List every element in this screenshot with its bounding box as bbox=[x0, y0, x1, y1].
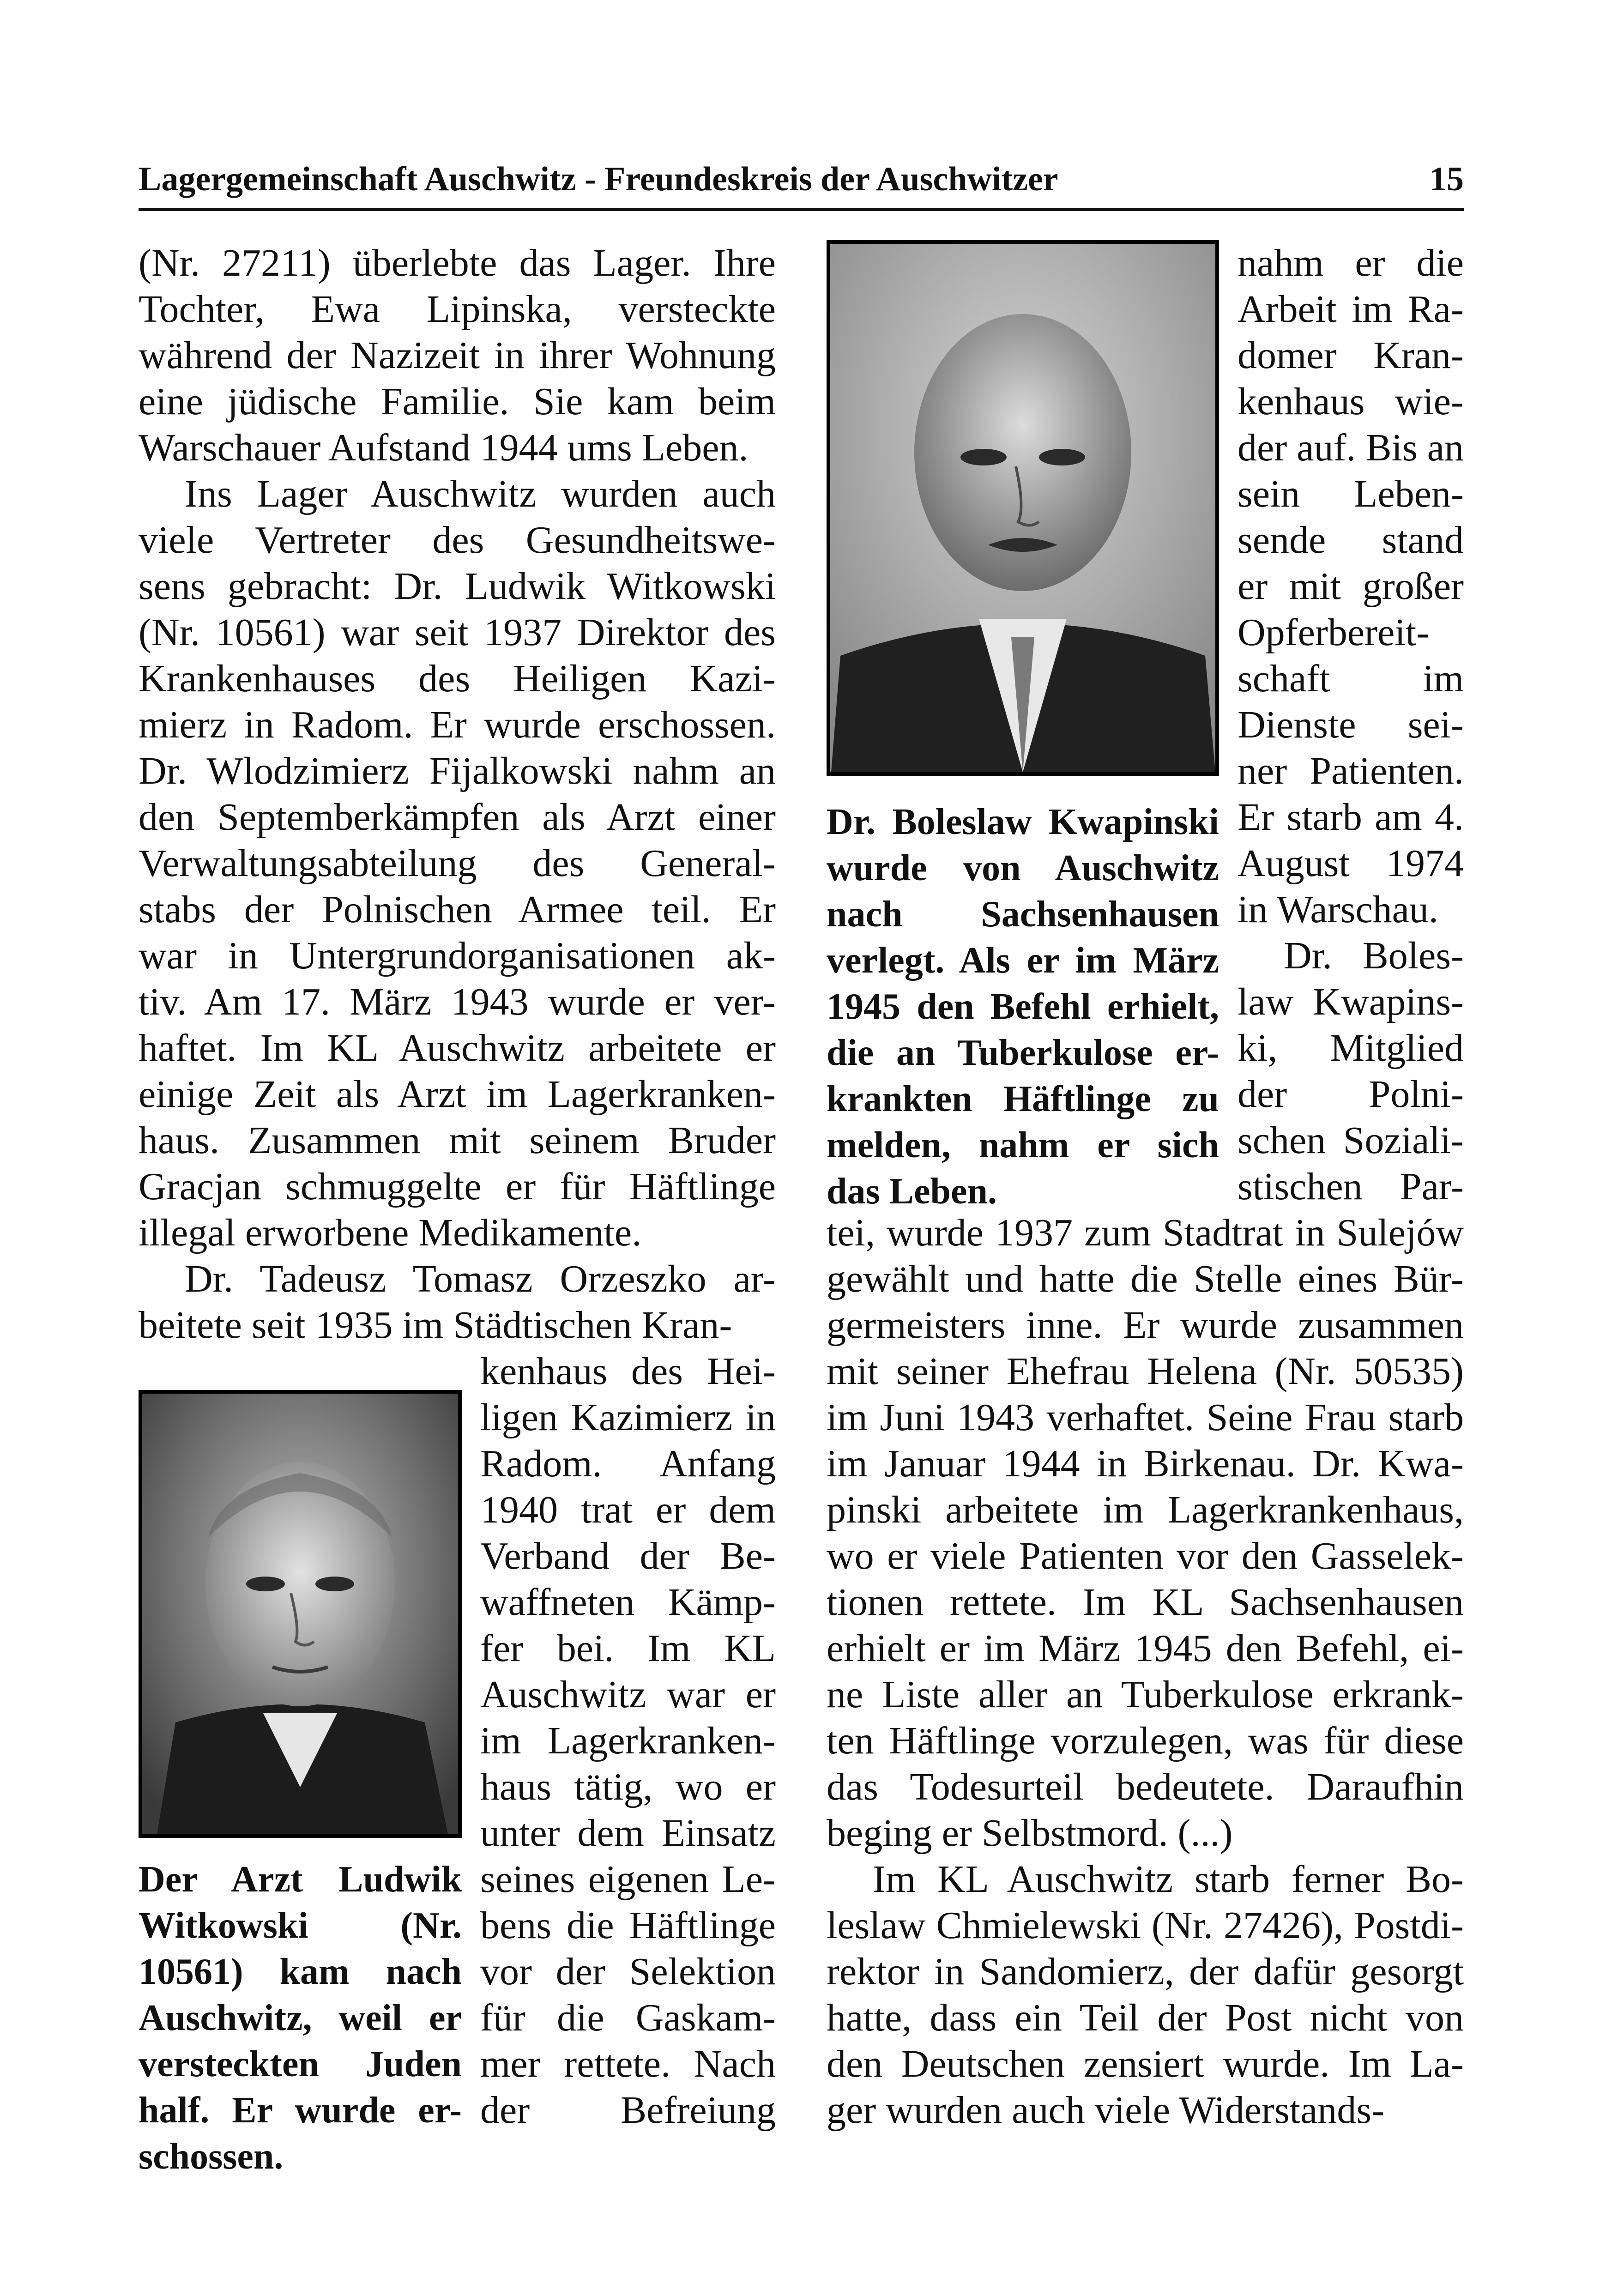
text-line: Dr. Tadeusz Tomasz Orzeszko ar- bbox=[185, 1257, 776, 1300]
text-line: das Todesurteil bedeutete. Daraufhin bbox=[827, 1765, 1464, 1808]
text-line: Ins Lager Auschwitz wurden auch bbox=[185, 472, 776, 515]
text-line: gewählt und hatte die Stelle eines Bür- bbox=[827, 1257, 1464, 1300]
text-line: tiv. Am 17. März 1943 wurde er ver- bbox=[139, 980, 776, 1023]
text-line: mierz in Radom. Er wurde erschossen. bbox=[139, 703, 776, 746]
text-line: ki, Mitglied bbox=[1238, 1027, 1464, 1069]
text-line: Auschwitz, weil er bbox=[139, 1998, 462, 2038]
text-line: Dr. Boles- bbox=[1284, 934, 1464, 977]
text-line: law Kwapins- bbox=[1238, 980, 1464, 1023]
text-line: domer Kran- bbox=[1238, 334, 1464, 377]
caption-kwapinski bbox=[827, 799, 1219, 1214]
text-line: Verband der Be- bbox=[480, 1535, 776, 1577]
text-line: bens die Häftlinge bbox=[480, 1904, 776, 1947]
text-line: ten Häftlinge vorzulegen, was für diese bbox=[827, 1719, 1464, 1762]
text-line: 1945 den Befehl erhielt, bbox=[827, 986, 1219, 1027]
text-line: Tochter, Ewa Lipinska, versteckte bbox=[139, 288, 776, 331]
text-line: stabs der Polnischen Armee teil. Er bbox=[139, 888, 776, 931]
text-line: die an Tuberkulose er- bbox=[827, 1033, 1219, 1073]
text-line: Verwaltungsabteilung des General- bbox=[139, 842, 776, 885]
text-line: (Nr. 27211) überlebte das Lager. Ihre bbox=[139, 242, 776, 284]
text-line: Arbeit im Ra- bbox=[1238, 288, 1464, 331]
text-line: während der Nazizeit in ihrer Wohnung bbox=[139, 334, 776, 377]
text-line: haus. Zusammen mit seinem Bruder bbox=[139, 1119, 776, 1162]
portrait-witkowski-image bbox=[139, 1390, 462, 1838]
text-line: vor der Selektion bbox=[480, 1950, 776, 1993]
text-line: mit seiner Ehefrau Helena (Nr. 50535) bbox=[827, 1350, 1464, 1393]
text-line: seines eigenen Le- bbox=[480, 1858, 776, 1901]
text-line: sens gebracht: Dr. Ludwik Witkowski bbox=[139, 565, 776, 608]
text-line: fer bei. Im KL bbox=[480, 1627, 776, 1670]
text-line: versteckten Juden bbox=[139, 2044, 462, 2085]
text-line: Dr. Boleslaw Kwapinski bbox=[827, 802, 1219, 842]
text-line: viele Vertreter des Gesundheitswe- bbox=[139, 519, 776, 562]
text-line: im Lagerkranken- bbox=[480, 1719, 776, 1762]
text-line: unter dem Einsatz bbox=[480, 1812, 776, 1855]
text-line: das Leben. bbox=[827, 1171, 997, 1212]
text-line: half. Er wurde er- bbox=[139, 2090, 462, 2131]
portrait-photo-witkowski bbox=[139, 1390, 462, 1838]
text-line: den Deutschen zensiert wurde. Im La- bbox=[827, 2042, 1464, 2085]
text-line: tei, wurde 1937 zum Stadtrat in Sulejów bbox=[827, 1211, 1464, 1254]
text-line: Dienste sei- bbox=[1238, 703, 1464, 746]
text-line: krankten Häftlinge zu bbox=[827, 1079, 1219, 1119]
text-line: nahm er die bbox=[1238, 242, 1464, 284]
text-line: beitete seit 1935 im Städtischen Kran- bbox=[139, 1304, 732, 1347]
text-line: mer rettete. Nach bbox=[480, 2042, 776, 2085]
portrait-kwapinski-image bbox=[827, 240, 1219, 776]
text-line: August 1974 bbox=[1238, 842, 1464, 885]
text-line: in Warschau. bbox=[1238, 888, 1438, 931]
text-line: den Septemberkämpfen als Arzt einer bbox=[139, 796, 776, 839]
text-line: schossen. bbox=[139, 2136, 284, 2177]
running-header-title: Lagergemeinschaft Auschwitz - Freundeskreis der Auschwitzer bbox=[139, 160, 1058, 198]
text-line: pinski arbeitete im Lagerkrankenhaus, bbox=[827, 1488, 1464, 1531]
text-line: ne Liste aller an Tuberkulose erkrank- bbox=[827, 1673, 1464, 1716]
page-number: 15 bbox=[1430, 160, 1464, 198]
text-line: erhielt er im März 1945 den Befehl, ei- bbox=[827, 1627, 1464, 1670]
text-line: Auschwitz war er bbox=[480, 1673, 776, 1716]
portrait-photo-kwapinski bbox=[827, 240, 1219, 776]
text-line: Er starb am 4. bbox=[1238, 796, 1464, 839]
text-line: verlegt. Als er im März bbox=[827, 940, 1219, 981]
text-line: Im KL Auschwitz starb ferner Bo- bbox=[873, 1858, 1464, 1901]
text-line: der auf. Bis an bbox=[1238, 426, 1464, 469]
text-line: leslaw Chmielewski (Nr. 27426), Postdi- bbox=[827, 1904, 1464, 1947]
text-line: schaft im bbox=[1238, 657, 1464, 700]
caption-witkowski bbox=[139, 1856, 462, 2180]
text-line: sende stand bbox=[1238, 519, 1464, 562]
text-line: 10561) kam nach bbox=[139, 1952, 462, 1992]
text-line: im Januar 1944 in Birkenau. Dr. Kwa- bbox=[827, 1442, 1464, 1485]
text-line: schen Soziali- bbox=[1238, 1119, 1464, 1162]
text-line: Witkowski (Nr. bbox=[139, 1905, 462, 1946]
text-line: kenhaus wie- bbox=[1238, 380, 1464, 423]
text-line: waffneten Kämp- bbox=[480, 1581, 776, 1624]
text-line: haftet. Im KL Auschwitz arbeitete er bbox=[139, 1027, 776, 1069]
text-line: melden, nahm er sich bbox=[827, 1125, 1219, 1166]
text-line: tionen rettete. Im KL Sachsenhausen bbox=[827, 1581, 1464, 1624]
text-line: der Polni- bbox=[1238, 1073, 1464, 1116]
text-line: wurde von Auschwitz bbox=[827, 848, 1219, 888]
text-line: sein Leben- bbox=[1238, 472, 1464, 515]
text-line: im Juni 1943 verhaftet. Seine Frau starb bbox=[827, 1396, 1464, 1439]
text-line: Opferbereit- bbox=[1238, 611, 1430, 654]
column-2-narrow-text bbox=[1238, 240, 1464, 1210]
text-line: Krankenhauses des Heiligen Kazi- bbox=[139, 657, 776, 700]
text-line: rektor in Sandomierz, der dafür gesorgt bbox=[827, 1950, 1464, 1993]
text-line: Gracjan schmuggelte er für Häftlinge bbox=[139, 1165, 776, 1208]
text-line: ger wurden auch viele Widerstands- bbox=[827, 2089, 1384, 2132]
text-line: Der Arzt Ludwik bbox=[139, 1859, 462, 1900]
text-line: Dr. Wlodzimierz Fijalkowski nahm an bbox=[139, 749, 776, 792]
column-1-text bbox=[139, 240, 776, 1348]
text-line: kenhaus des Hei- bbox=[480, 1350, 776, 1393]
text-line: beging er Selbstmord. (...) bbox=[827, 1812, 1233, 1855]
header-rule bbox=[139, 208, 1464, 211]
text-line: für die Gaskam- bbox=[480, 1996, 776, 2039]
text-line: stischen Par- bbox=[1238, 1165, 1464, 1208]
text-line: Warschauer Aufstand 1944 ums Leben. bbox=[139, 426, 749, 469]
text-line: ligen Kazimierz in bbox=[480, 1396, 776, 1439]
text-line: Radom. Anfang bbox=[480, 1442, 776, 1485]
text-line: (Nr. 10561) war seit 1937 Direktor des bbox=[139, 611, 776, 654]
text-line: wo er viele Patienten vor den Gasselek- bbox=[827, 1535, 1464, 1577]
text-line: einige Zeit als Arzt im Lagerkranken- bbox=[139, 1073, 776, 1116]
text-line: ner Patienten. bbox=[1238, 749, 1464, 792]
text-line: haus tätig, wo er bbox=[480, 1765, 776, 1808]
text-line: hatte, dass ein Teil der Post nicht von bbox=[827, 1996, 1464, 2039]
text-line: 1940 trat er dem bbox=[480, 1488, 776, 1531]
text-line: germeisters inne. Er wurde zusammen bbox=[827, 1304, 1464, 1347]
text-line: war in Untergrundorganisationen ak- bbox=[139, 934, 776, 977]
text-line: der Befreiung bbox=[480, 2089, 776, 2132]
text-line: eine jüdische Familie. Sie kam beim bbox=[139, 380, 776, 423]
text-line: nach Sachsenhausen bbox=[827, 894, 1219, 935]
text-line: er mit großer bbox=[1238, 565, 1464, 608]
text-line: illegal erworbene Medikamente. bbox=[139, 1211, 642, 1254]
column-2-text bbox=[827, 1210, 1464, 2133]
column-1-narrow-text bbox=[480, 1348, 776, 2133]
